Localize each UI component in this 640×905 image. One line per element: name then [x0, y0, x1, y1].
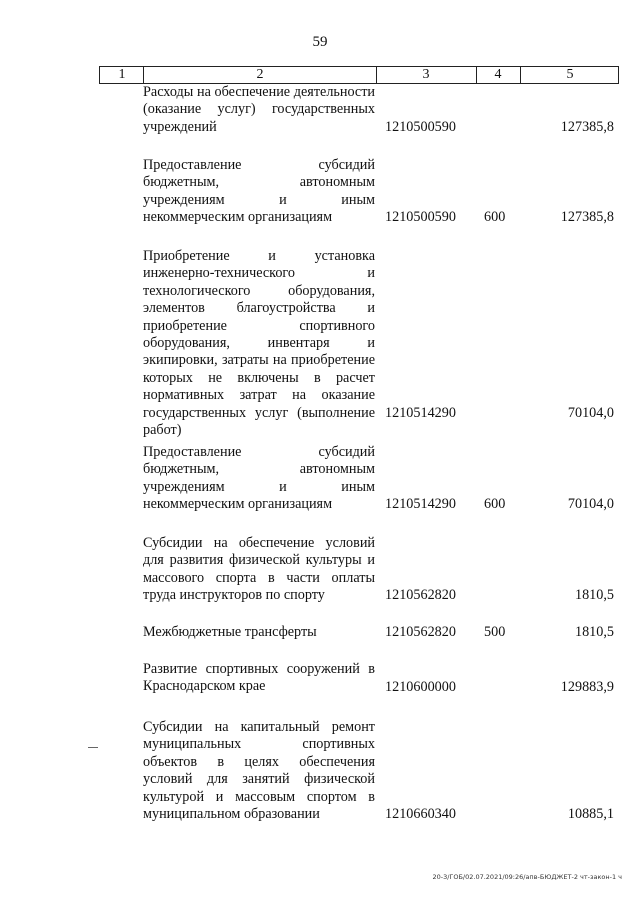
row-name: Предоставление субсидий бюджетным, автономным учреждениям и иным некоммерческим организациям [143, 444, 375, 513]
row-amount: 1810,5 [574, 587, 614, 603]
row-name: Субсидии на обеспечение условий для развития физической культуры и массового спорта в части оплаты труда инструкторов по спорту [143, 535, 375, 604]
table-row [143, 444, 623, 519]
row-amount: 70104,0 [567, 496, 614, 512]
row-name: Приобретение и установка инженерно-технического и технологического оборудования, элементов благоустройства и приобретение спортивного оборудования, инвентаря и экипировки, затраты на приобретение которых не включены в расчет нормативных затрат на оказание государственных услуг (выполнение работ) [143, 248, 375, 439]
table-row [143, 248, 623, 439]
row-amount: 70104,0 [567, 405, 614, 421]
row-code: 1210500590 [385, 119, 456, 135]
header-col-4: 4 [494, 67, 502, 82]
row-amount: 10885,1 [567, 806, 614, 822]
row-type: 500 [484, 624, 506, 640]
table-row [143, 535, 623, 610]
header-col-5: 5 [566, 67, 574, 82]
table-row [143, 661, 623, 701]
row-code: 1210514290 [385, 496, 456, 512]
margin-mark [88, 747, 98, 748]
row-code: 1210562820 [385, 624, 456, 640]
header-col-1: 1 [118, 67, 126, 82]
row-type: 600 [484, 496, 506, 512]
row-amount: 1810,5 [574, 624, 614, 640]
table-header [99, 66, 619, 84]
row-name: Предоставление субсидий бюджетным, автономным учреждениям и иным некоммерческим организациям [143, 157, 375, 226]
table-row [143, 719, 623, 829]
header-col-2: 2 [256, 67, 264, 82]
row-name: Межбюджетные трансферты [143, 624, 317, 640]
row-amount: 127385,8 [560, 209, 614, 225]
row-code: 1210514290 [385, 405, 456, 421]
document-footer: 20-3/ГОБ/02.07.2021/09:26/апв-БЮДЖЕТ-2 чт-закон-1 ч [432, 873, 622, 881]
row-name: Расходы на обеспечение деятельности (оказание услуг) государственных учреждений [143, 84, 375, 135]
row-code: 1210562820 [385, 587, 456, 603]
header-col-3: 3 [422, 67, 430, 82]
table-row [143, 84, 623, 142]
row-code: 1210600000 [385, 679, 456, 695]
row-amount: 127385,8 [560, 119, 614, 135]
table-row [143, 624, 623, 644]
row-type: 600 [484, 209, 506, 225]
page-number: 59 [312, 34, 328, 50]
row-name: Субсидии на капитальный ремонт муниципальных спортивных объектов в целях обеспечения условий для занятий физической культурой и массовым спортом в муниципальном образовании [143, 719, 375, 823]
row-amount: 129883,9 [560, 679, 614, 695]
row-name: Развитие спортивных сооружений в Краснодарском крае [143, 661, 375, 695]
row-code: 1210500590 [385, 209, 456, 225]
row-code: 1210660340 [385, 806, 456, 822]
table-row [143, 157, 623, 232]
